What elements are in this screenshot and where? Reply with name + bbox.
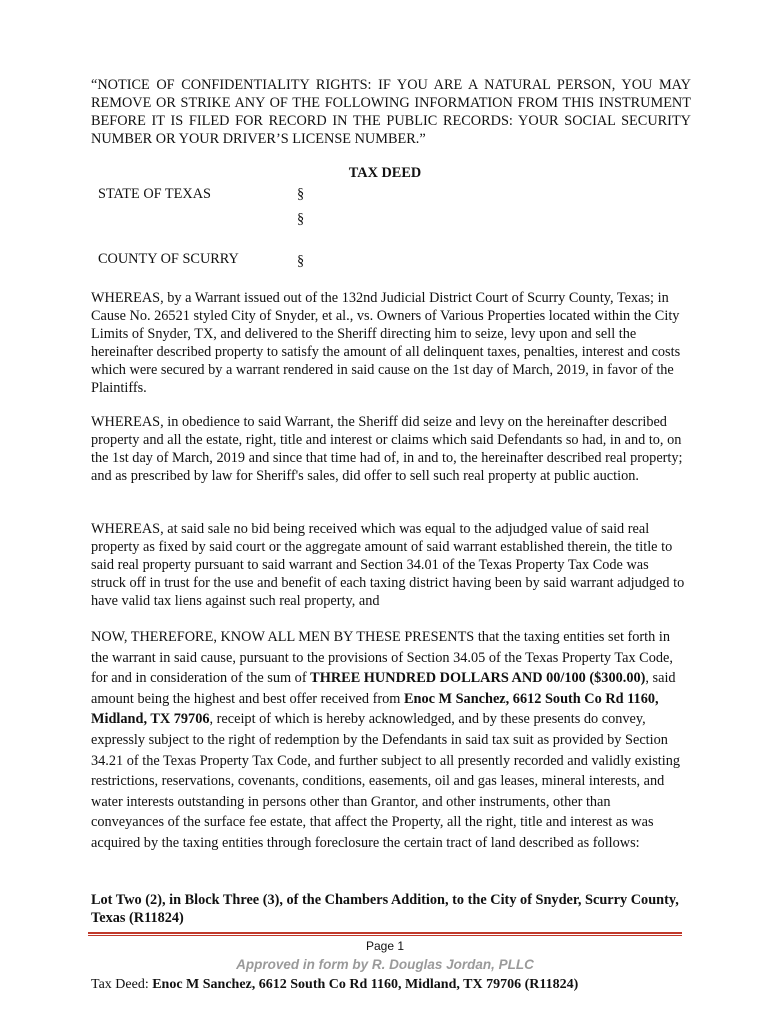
document-title: TAX DEED	[348, 165, 422, 181]
page-number: Page 1	[365, 939, 405, 953]
footer-text: Enoc M Sanchez, 6612 South Co Rd 1160, Midland, TX 79706 (R11824)	[152, 977, 579, 992]
lot-description: Lot Two (2), in Block Three (3), of the Chambers Addition, to the City of Snyder, Scurry County, Texas (R11824)	[91, 892, 679, 926]
buyer-name-address: Enoc M Sanchez, 6612 South Co Rd 1160, Midland, TX 79706	[91, 690, 659, 728]
footer-rule-thick	[88, 932, 682, 934]
footer-prefix: Tax Deed:	[91, 977, 153, 992]
section-mark-1: §	[297, 186, 305, 202]
approval-note: Approved in form by R. Douglas Jordan, PLLC	[236, 957, 534, 972]
whereas-paragraph-3: WHEREAS, at said sale no bid being received which was equal to the adjudged value of said real property as fixed by said court or the aggregate amount of said warrant established therein, the title to said real property pursuant to said warrant and Section 34.01 of the Texas Property Tax Code was struck off in trust for the use and benefit of each taxing district having been by said warrant adjudged to have valid tax liens against such real property, and	[91, 521, 685, 609]
section-mark-2: §	[297, 211, 305, 227]
venue-county: COUNTY OF SCURRY	[98, 251, 239, 267]
footer-rule-thin	[88, 935, 682, 936]
confidentiality-notice: “NOTICE OF CONFIDENTIALITY RIGHTS: IF YOU ARE A NATURAL PERSON, YOU MAY REMOVE OR STRIKE ANY OF THE FOLLOWING INFORMATION FROM THIS INSTRUMENT BEFORE IT IS FILED FOR RECORD IN THE PUBLIC RECORDS: YOUR SOCIAL SECURITY NUMBER OR YOUR DRIVER’S LICENSE NUMBER.”	[91, 77, 691, 147]
footer-line	[91, 977, 578, 993]
section-mark-3: §	[297, 253, 305, 269]
venue-state: STATE OF TEXAS	[98, 186, 211, 202]
whereas-paragraph-2: WHEREAS, in obedience to said Warrant, the Sheriff did seize and levy on the hereinafter described property and all the estate, right, title and interest or claims which said Defendants so had, in and to, on the 1st day of March, 2019 and since that time had of, in and to, the hereinafter described real property; and as prescribed by law for Sheriff's sales, did offer to sell such real property at public auction.	[91, 414, 683, 484]
conveyance-paragraph	[91, 627, 687, 854]
conveyance-text-b: , said amount being the highest and best offer received from	[91, 670, 676, 707]
conveyance-text-a: NOW, THEREFORE, KNOW ALL MEN BY THESE PRESENTS that the taxing entities set forth in the warrant in said cause, pursuant to the provisions of Section 34.05 of the Texas Property Tax Code, for and in consideration of the sum of	[91, 629, 673, 687]
conveyance-text-c: , receipt of which is hereby acknowledged, and by these presents do convey, expressly subject to the right of redemption by the Defendants in said tax suit as provided by Section 34.21 of the Texas Property Tax Code, and further subject to all presently recorded and validly existing restrictions, reservations, covenants, conditions, easements, oil and gas leases, mineral interests, and water interests outstanding in persons other than Grantor, and other instruments, other than conveyances of the surface fee estate, that affect the Property, all the right, title and interest as was acquired by the taxing entities through foreclosure the certain tract of land described as follows:	[91, 711, 681, 851]
whereas-paragraph-1: WHEREAS, by a Warrant issued out of the 132nd Judicial District Court of Scurry County, Texas; in Cause No. 26521 styled City of Snyder, et al., vs. Owners of Various Properties located within the City Limits of Snyder, TX, and delivered to the Sheriff directing him to seize, levy upon and sell the hereinafter described property to satisfy the amount of all delinquent taxes, penalties, interest and costs which were secured by a warrant rendered in said cause on the 1st day of March, 2019, in favor of the Plaintiffs.	[91, 290, 681, 396]
purchase-amount: THREE HUNDRED DOLLARS AND 00/100 ($300.00)	[310, 670, 646, 687]
